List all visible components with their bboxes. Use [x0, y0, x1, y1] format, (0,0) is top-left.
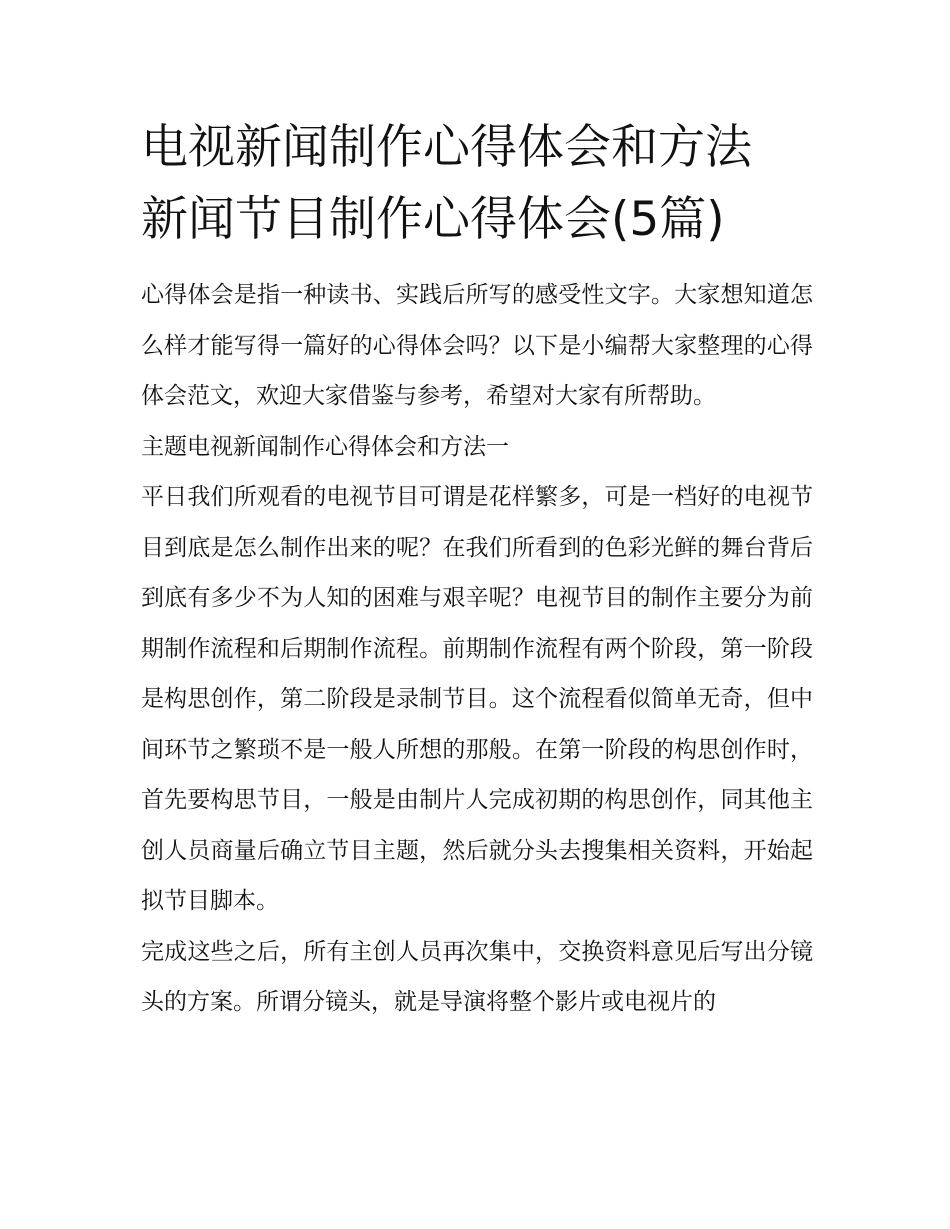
document-page [141, 112, 813, 1028]
section-heading: 主题电视新闻制作心得体会和方法一 [141, 433, 509, 460]
document-body [141, 270, 813, 1028]
title-line-1: 电视新闻制作心得体会和方法 [141, 120, 752, 175]
title-line-2: 新闻节目制作心得体会(5篇) [141, 192, 725, 247]
body-paragraph-2: 完成这些之后，所有主创人员再次集中，交换资料意见后写出分镜头的方案。所谓分镜头，就是导演将整个影片或电视片的 [141, 938, 813, 1015]
body-paragraph-1: 平日我们所观看的电视节目可谓是花样繁多，可是一档好的电视节目到底是怎么制作出来的呢？在我们所看到的色彩光鲜的舞台背后到底有多少不为人知的困难与艰辛呢？电视节目的制作主要分为前期制作流程和后期制作流程。前期制作流程有两个阶段，第一阶段是构思创作，第二阶段是录制节目。这个流程看似简单无奇，但中间环节之繁琐不是一般人所想的那般。在第一阶段的构思创作时，首先要构思节目，一般是由制片人完成初期的构思创作，同其他主创人员商量后确立节目主题，然后就分头去搜集相关资料，开始起拟节目脚本。 [141, 484, 813, 914]
document-title [141, 112, 813, 256]
intro-paragraph: 心得体会是指一种读书、实践后所写的感受性文字。大家想知道怎么样才能写得一篇好的心得体会吗？以下是小编帮大家整理的心得体会范文，欢迎大家借鉴与参考，希望对大家有所帮助。 [141, 282, 813, 409]
